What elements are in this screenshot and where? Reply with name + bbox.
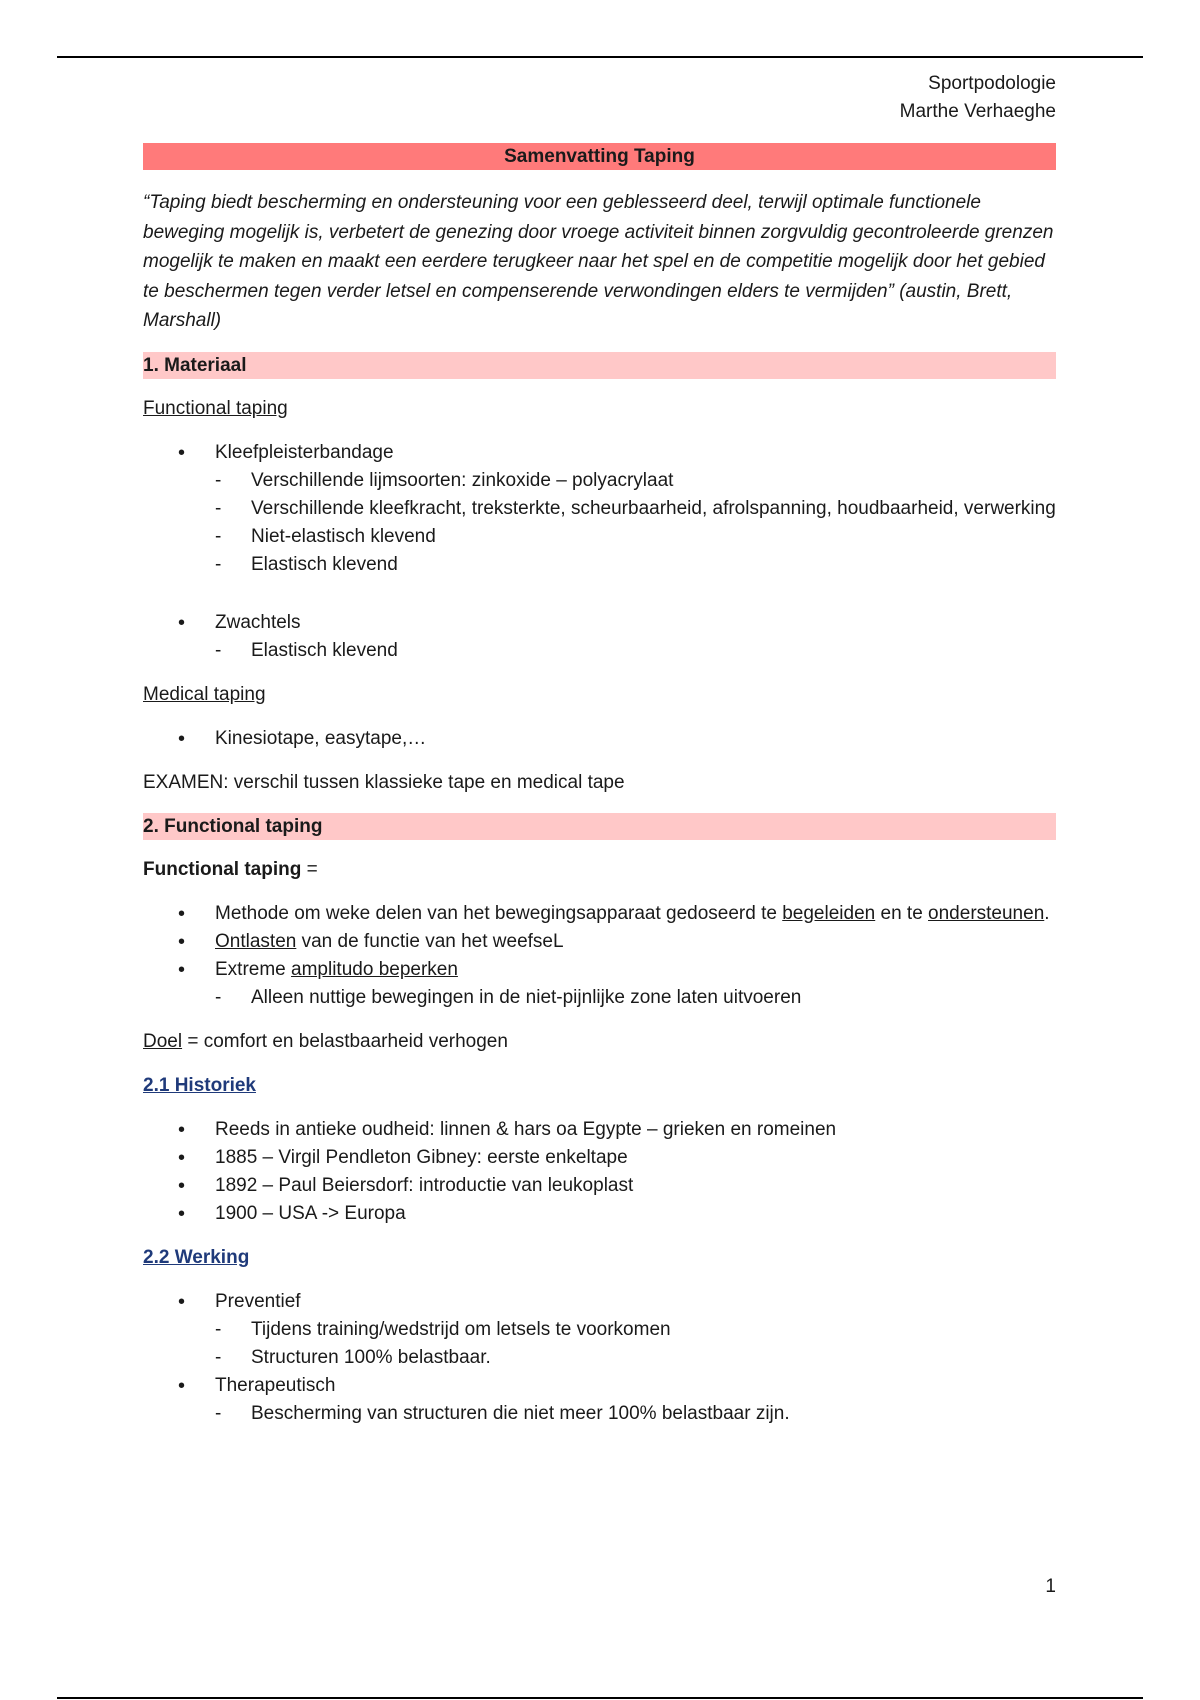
sub-list-item: - Verschillende kleefkracht, treksterkte, scheurbaarheid, afrolspanning, houdbaarheid, verwerking [215, 495, 1056, 523]
underlined-term: Ontlasten [215, 930, 297, 952]
underlined-term: begeleiden [782, 902, 876, 924]
sub-list-item: - Tijdens training/wedstrijd om letsels te voorkomen [215, 1316, 1056, 1344]
list-item: • 1885 – Virgil Pendleton Gibney: eerste enkeltape [143, 1144, 1056, 1172]
sub-list-item: - Bescherming van structuren die niet meer 100% belastbaar zijn. [215, 1400, 1056, 1428]
list-item-label: Preventief [215, 1290, 301, 1312]
list-item-label: Zwachtels [215, 611, 301, 633]
medical-material-list [143, 725, 1056, 753]
sub-list [215, 467, 1056, 579]
sub-list [215, 1400, 1056, 1428]
header-author: Marthe Verhaeghe [899, 101, 1056, 122]
text-run: . [1044, 902, 1050, 924]
text-run: van de functie van het weefseL [296, 930, 564, 952]
list-item [143, 928, 1056, 956]
functional-material-list [143, 439, 1056, 665]
intro-quote: “Taping biedt bescherming en ondersteuning voor een geblesseerd deel, terwijl optimale functionele beweging mogelijk is, verbetert de genezing door vroege activiteit binnen zorgvuldig gecontroleerde grenzen mogelijk te maken en maakt een eerdere terugkeer naar het spel en de competitie mogelijk door het gebied te beschermen tegen verder letsel en compenserende verwondingen elders te vermijden” (austin, Brett, Marshall) [143, 192, 1054, 331]
text-run: en te [875, 902, 929, 924]
goal-line [143, 1028, 1056, 1056]
list-item [143, 956, 1056, 1012]
sub-list-item: - Verschillende lijmsoorten: zinkoxide – polyacrylaat [215, 467, 1056, 495]
list-item-label: Therapeutisch [215, 1374, 336, 1396]
underlined-term: amplitudo beperken [291, 958, 458, 980]
list-item: • 1892 – Paul Beiersdorf: introductie van leukoplast [143, 1172, 1056, 1200]
document-title: Samenvatting Taping [143, 143, 1056, 170]
list-item [143, 1288, 1056, 1372]
list-item: • Kinesiotape, easytape,… [143, 725, 1056, 753]
list-item [143, 439, 1056, 609]
text-run: Methode om weke delen van het bewegingsapparaat gedoseerd te [215, 902, 783, 924]
medical-taping-subheading-text: Medical taping [143, 683, 266, 705]
underlined-term: ondersteunen [928, 902, 1045, 924]
exam-note: EXAMEN: verschil tussen klassieke tape en medical tape [143, 771, 625, 793]
goal-label: Doel [143, 1030, 183, 1052]
historiek-list [143, 1116, 1056, 1228]
definition-suffix: = [301, 858, 318, 880]
header-course: Sportpodologie [928, 73, 1056, 94]
section-heading-functional-taping: 2. Functional taping [143, 813, 1056, 840]
spacer [215, 579, 1056, 609]
sub-list-item: - Niet-elastisch klevend [215, 523, 1056, 551]
sub-list-item: - Structuren 100% belastbaar. [215, 1344, 1056, 1372]
list-item-label: Kleefpleisterbandage [215, 441, 394, 463]
page-number: 1 [1045, 1576, 1056, 1597]
sub-list [215, 984, 1056, 1012]
definition-line [143, 856, 1056, 884]
list-item: • Reeds in antieke oudheid: linnen & hars oa Egypte – grieken en romeinen [143, 1116, 1056, 1144]
bottom-rule [57, 1697, 1143, 1699]
sub-list [215, 637, 1056, 665]
functional-taping-subheading [143, 395, 1056, 423]
sub-list-item: - Alleen nuttige bewegingen in de niet-pijnlijke zone laten uitvoeren [215, 984, 1056, 1012]
subsection-heading-historiek: 2.1 Historiek [143, 1074, 256, 1096]
definition-list [143, 900, 1056, 1012]
sub-list [215, 1316, 1056, 1372]
document-body [143, 143, 1056, 1444]
werking-list [143, 1288, 1056, 1428]
functional-taping-subheading-text: Functional taping [143, 397, 288, 419]
goal-text: = comfort en belastbaarheid verhogen [182, 1030, 508, 1052]
sub-list-item: - Elastisch klevend [215, 637, 1056, 665]
definition-label: Functional taping [143, 858, 302, 880]
page-header [900, 70, 1056, 126]
medical-taping-subheading [143, 681, 1056, 709]
sub-list-item: - Elastisch klevend [215, 551, 1056, 579]
section-heading-materiaal: 1. Materiaal [143, 352, 1056, 379]
list-item [143, 609, 1056, 665]
text-run: Extreme [215, 958, 292, 980]
list-item [143, 900, 1056, 928]
subsection-heading-werking: 2.2 Werking [143, 1246, 250, 1268]
list-item: • 1900 – USA -> Europa [143, 1200, 1056, 1228]
list-item [143, 1372, 1056, 1428]
top-rule [57, 56, 1143, 58]
